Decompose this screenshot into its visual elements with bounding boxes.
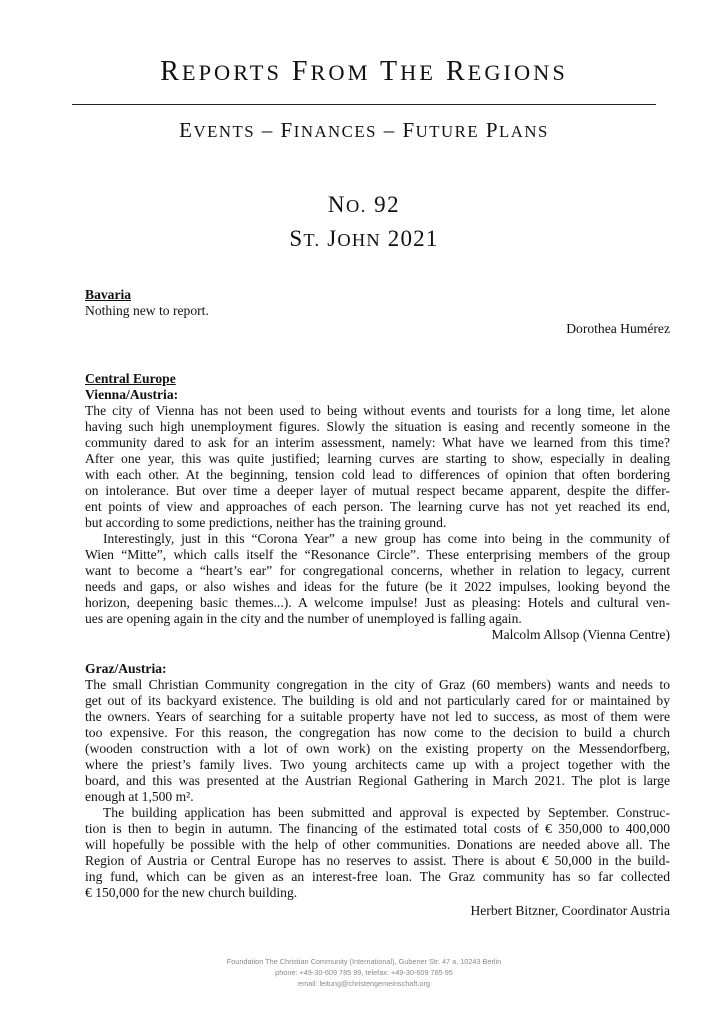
report-subtitle: EVENTS – FINANCES – FUTURE PLANS [179, 118, 549, 142]
text-line: (wooden construction with a lot of own work) on the existing property on the Messendorfberg, [85, 741, 670, 756]
text-line: The city of Vienna has not been used to being without events and tourists for a long time, let alone [85, 403, 670, 418]
graz-paragraph-2 [85, 805, 670, 901]
report-title: REPORTS FROM THE REGIONS [160, 56, 568, 87]
issue-number: NO. 92 [327, 192, 401, 217]
text-line: want to become a “heart’s ear” for congregational concerns, whether in relation to legacy, current [85, 563, 670, 578]
text-line: horizon, deepening basic themes...). A welcome impulse! Just as pleasing: Hotels and cultural ven- [85, 595, 670, 610]
text-line: ent points of view and approaches of each person. The learning curve has not yet reached its end, [85, 499, 670, 514]
text-line: The small Christian Community congregation in the city of Graz (60 members) wants and needs to [85, 677, 670, 692]
vienna-paragraph-2 [85, 531, 670, 627]
footer [0, 956, 728, 989]
text-line: After one year, this was quite justified; learning curves are starting to show, especially in dealing [85, 451, 670, 466]
vienna-paragraph-1 [85, 403, 670, 531]
title-divider [72, 104, 656, 105]
footer-address: Foundation The Christian Community (International), Gubener Str. 47 a, 10243 Berlin [226, 957, 502, 966]
text-line: having such high unemployment figures. Slowly the situation is easing and recently someone in the [85, 419, 670, 434]
text-line: Region of Austria or Central Europe has no reserves to assist. There is about € 50,000 in the build- [85, 853, 670, 868]
graz-signature: Herbert Bitzner, Coordinator Austria [470, 903, 670, 918]
text-line: enough at 1,500 m². [85, 789, 194, 804]
text-line: Interestingly, just in this “Corona Year” a new group has come into being in the community of [103, 531, 670, 546]
vienna-signature: Malcolm Allsop (Vienna Centre) [491, 627, 670, 642]
text-line: with each other. At the beginning, tension cold lead to differences of opinion that often bordering [85, 467, 670, 482]
bavaria-text: Nothing new to report. [85, 303, 209, 318]
text-line: The building application has been submitted and approval is expected by September. Construc- [103, 805, 670, 820]
text-line: ues are opening again in the city and the number of unemployed is falling again. [85, 611, 522, 626]
text-line: the owners. Years of searching for a suitable property have not led to success, as most of them were [85, 709, 670, 724]
text-line: on intolerance. But over time a deeper layer of mutual respect became apparent, despite the differ- [85, 483, 670, 498]
graz-paragraph-1 [85, 677, 670, 805]
text-line: community dared to ask for an interim assessment, namely: What have we learned from this time? [85, 435, 670, 450]
text-line: Wien “Mitte”, which calls itself the “Resonance Circle”. These enterprising members of the group [85, 547, 670, 562]
subheading-graz: Graz/Austria: [85, 661, 167, 676]
text-line: too expensive. For this reason, the congregation has now come to the decision to build a church [85, 725, 670, 740]
section-heading-bavaria: Bavaria [85, 287, 132, 302]
text-line: get out of its backyard existence. The building is old and not particularly cared for or maintained by [85, 693, 670, 708]
text-line: will hopefully be possible with the help of other communities. Donations are needed above all. The [85, 837, 670, 852]
footer-phone: phone: +49-30-609 785 99, telefax: +49-30-609 785 95 [275, 968, 453, 977]
section-heading-central-europe: Central Europe [85, 371, 176, 386]
text-line: board, and this was presented at the Austrian Regional Gathering in March 2021. The plot is large [85, 773, 670, 788]
text-line: where the priest’s family lives. Two young architects came up with a project together with the [85, 757, 670, 772]
footer-email: email: leitung@christengemeinschaft.org [298, 979, 430, 988]
text-line: ing fund, which can be given as an interest-free loan. The Graz community has so far collected [85, 869, 670, 884]
text-line: tion is then to begin in autumn. The financing of the estimated total costs of € 350,000 to 400,000 [85, 821, 670, 836]
text-line: but according to some predictions, neither has the training ground. [85, 515, 447, 530]
text-line: € 150,000 for the new church building. [85, 885, 298, 900]
bavaria-signature: Dorothea Humérez [566, 321, 670, 336]
text-line: needs and gaps, or also wishes and ideas for the future (be it 2022 impulses, looking beyond the [85, 579, 670, 594]
issue-date: ST. JOHN 2021 [289, 226, 439, 251]
subheading-vienna: Vienna/Austria: [85, 387, 179, 402]
